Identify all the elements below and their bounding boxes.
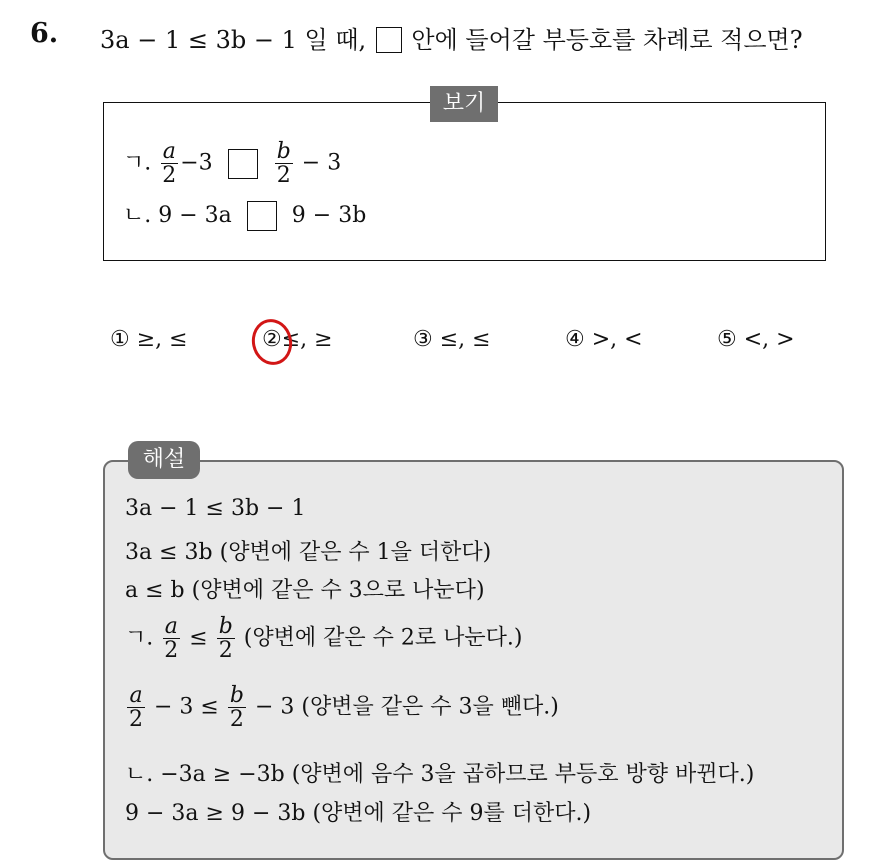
bogi-item-1-left-rest: −3 xyxy=(180,150,213,176)
fraction-denominator: 2 xyxy=(276,163,291,189)
choice-1-value: ≥, ≤ xyxy=(136,327,188,352)
solution-line-3: a ≤ b (양변에 같은 수 3으로 나눈다) xyxy=(125,578,485,603)
choice-4-value: >, < xyxy=(591,327,643,352)
fraction-a-over-2 xyxy=(127,684,145,731)
answer-circle xyxy=(248,315,297,368)
choice-2-mark: ② xyxy=(262,327,282,352)
choice-5-mark: ⑤ xyxy=(717,327,737,352)
bogi-item-1-right-rest: − 3 xyxy=(301,150,342,176)
solution-line-7: 9 − 3a ≥ 9 − 3b (양변에 같은 수 9를 더한다.) xyxy=(125,801,592,826)
choice-3-value: ≤, ≤ xyxy=(439,327,491,352)
fraction-denominator: 2 xyxy=(162,163,177,189)
relation-symbol: ≤ xyxy=(189,625,208,651)
bogi-item-2 xyxy=(123,198,366,231)
bogi-label: 보기 xyxy=(430,86,498,122)
choice-1[interactable] xyxy=(110,327,188,352)
fraction-b-over-2 xyxy=(275,140,293,187)
question-text xyxy=(100,20,803,55)
question-condition: 3a − 1 ≤ 3b − 1 xyxy=(100,26,297,54)
fraction-numerator: a xyxy=(164,614,178,639)
blank-box xyxy=(376,27,402,53)
choice-1-mark: ① xyxy=(110,327,130,352)
choice-4-mark: ④ xyxy=(565,327,585,352)
solution-line-5-note: (양변을 같은 수 3을 뺀다.) xyxy=(301,694,559,720)
fraction-numerator: a xyxy=(162,139,176,164)
bogi-item-2-right: 9 − 3b xyxy=(291,203,367,228)
fraction-denominator: 2 xyxy=(229,707,244,733)
fraction-denominator: 2 xyxy=(164,638,179,664)
fraction-b-over-2 xyxy=(228,684,246,731)
fraction-numerator: a xyxy=(129,683,143,708)
solution-line-5-rest2: − 3 xyxy=(254,694,295,720)
choice-2-value: ≤, ≥ xyxy=(281,327,333,352)
solution-line-4-note: (양변에 같은 수 2로 나눈다.) xyxy=(243,625,523,651)
choice-3[interactable] xyxy=(413,327,491,352)
bogi-item-1 xyxy=(123,140,341,187)
choice-5-value: <, > xyxy=(743,327,795,352)
solution-line-2: 3a ≤ 3b (양변에 같은 수 1을 더한다) xyxy=(125,540,492,565)
question-text-mid: 일 때, xyxy=(304,26,367,54)
fraction-numerator: b xyxy=(218,614,233,639)
fraction-a-over-2 xyxy=(160,140,178,187)
fraction-denominator: 2 xyxy=(129,707,143,733)
fraction-b-over-2 xyxy=(217,615,235,662)
question-number: 6. xyxy=(30,18,59,49)
bogi-item-2-left: 9 − 3a xyxy=(158,203,232,228)
bogi-item-2-marker: ㄴ. xyxy=(123,203,152,228)
fraction-a-over-2 xyxy=(162,615,180,662)
blank-box xyxy=(228,149,258,179)
solution-line-1: 3a − 1 ≤ 3b − 1 xyxy=(125,496,306,521)
solution-line-6: ㄴ. −3a ≥ −3b (양변에 음수 3을 곱하므로 부등호 방향 바뀐다.) xyxy=(125,762,755,787)
solution-line-5-rest1: − 3 ≤ xyxy=(154,694,219,720)
solution-line-4 xyxy=(125,615,522,662)
fraction-numerator: b xyxy=(229,683,244,708)
choice-3-mark: ③ xyxy=(413,327,433,352)
bogi-item-1-marker: ㄱ. xyxy=(123,150,152,176)
fraction-numerator: b xyxy=(276,139,291,164)
choice-4[interactable] xyxy=(565,327,643,352)
fraction-denominator: 2 xyxy=(218,638,233,664)
solution-label: 해설 xyxy=(128,441,200,479)
solution-line-5 xyxy=(125,684,559,731)
choice-5[interactable] xyxy=(717,327,795,352)
solution-line-4-marker: ㄱ. xyxy=(125,625,154,651)
blank-box xyxy=(247,201,277,231)
question-text-end: 안에 들어갈 부등호를 차례로 적으면? xyxy=(411,26,803,54)
